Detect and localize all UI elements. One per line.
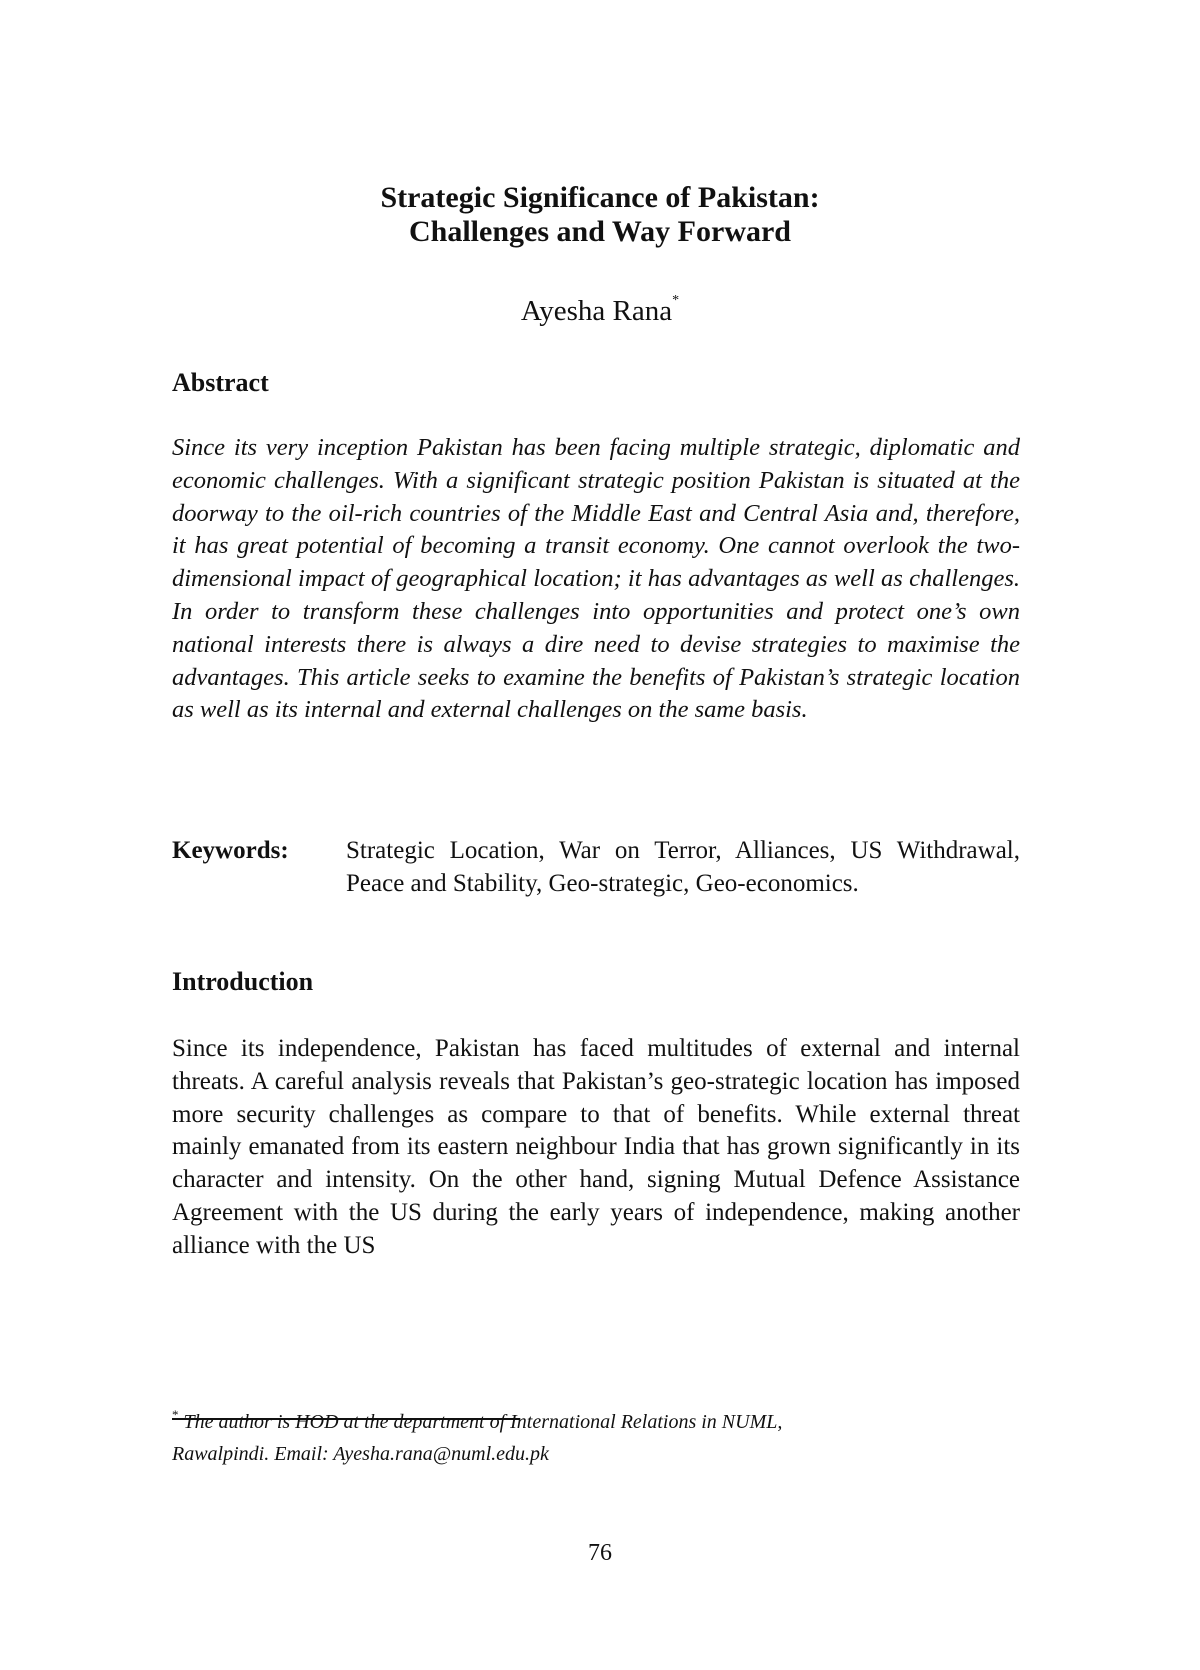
footnote-marker: * <box>172 1407 179 1422</box>
footnote-line-2: Rawalpindi. Email: Ayesha.rana@numl.edu.pk <box>172 1443 549 1465</box>
abstract-text: Since its very inception Pakistan has been facing multiple strategic, diplomatic and economic challenges. With a significant strategic position Pakistan is situated at the doorway to the oil-rich countries of the Middle East and Central Asia and, therefore, it has great potential of becoming a transit economy. One cannot overlook the two-dimensional impact of geographical location; it has advantages as well as challenges. In order to transform these challenges into opportunities and protect one’s own national interests there is always a dire need to devise strategies to maximise the advantages. This article seeks to examine the benefits of Pakistan’s strategic location as well as its internal and external challenges on the same basis. <box>172 434 1020 724</box>
keywords-text: Strategic Location, War on Terror, Alliances, US Withdrawal, Peace and Stability, Geo-strategic, Geo-economics. <box>346 837 1020 897</box>
introduction-text: Since its independence, Pakistan has faced multitudes of external and internal threats. A careful analysis reveals that Pakistan’s geo-strategic location has imposed more security challenges as compare to that of benefits. While external threat mainly emanated from its eastern neighbour India that has grown significantly in its character and intensity. On the other hand, signing Mutual Defence Assistance Agreement with the US during the early years of independence, making another alliance with the US <box>172 1035 1020 1259</box>
introduction-heading: Introduction <box>172 967 314 996</box>
keywords-label: Keywords: <box>172 837 289 864</box>
page-number: 76 <box>588 1540 612 1566</box>
author-footnote <box>172 1406 1032 1470</box>
author-footnote-marker[interactable]: * <box>672 293 680 308</box>
author-name: Ayesha Rana <box>520 295 673 327</box>
article-title-line-1: Strategic Significance of Pakistan: <box>380 181 820 214</box>
article-title-line-2: Challenges and Way Forward <box>409 215 791 248</box>
abstract-heading: Abstract <box>172 368 269 397</box>
author-line <box>0 293 1200 329</box>
footnote-line-1: The author is HOD at the department of International Relations in NUML, <box>183 1411 783 1433</box>
